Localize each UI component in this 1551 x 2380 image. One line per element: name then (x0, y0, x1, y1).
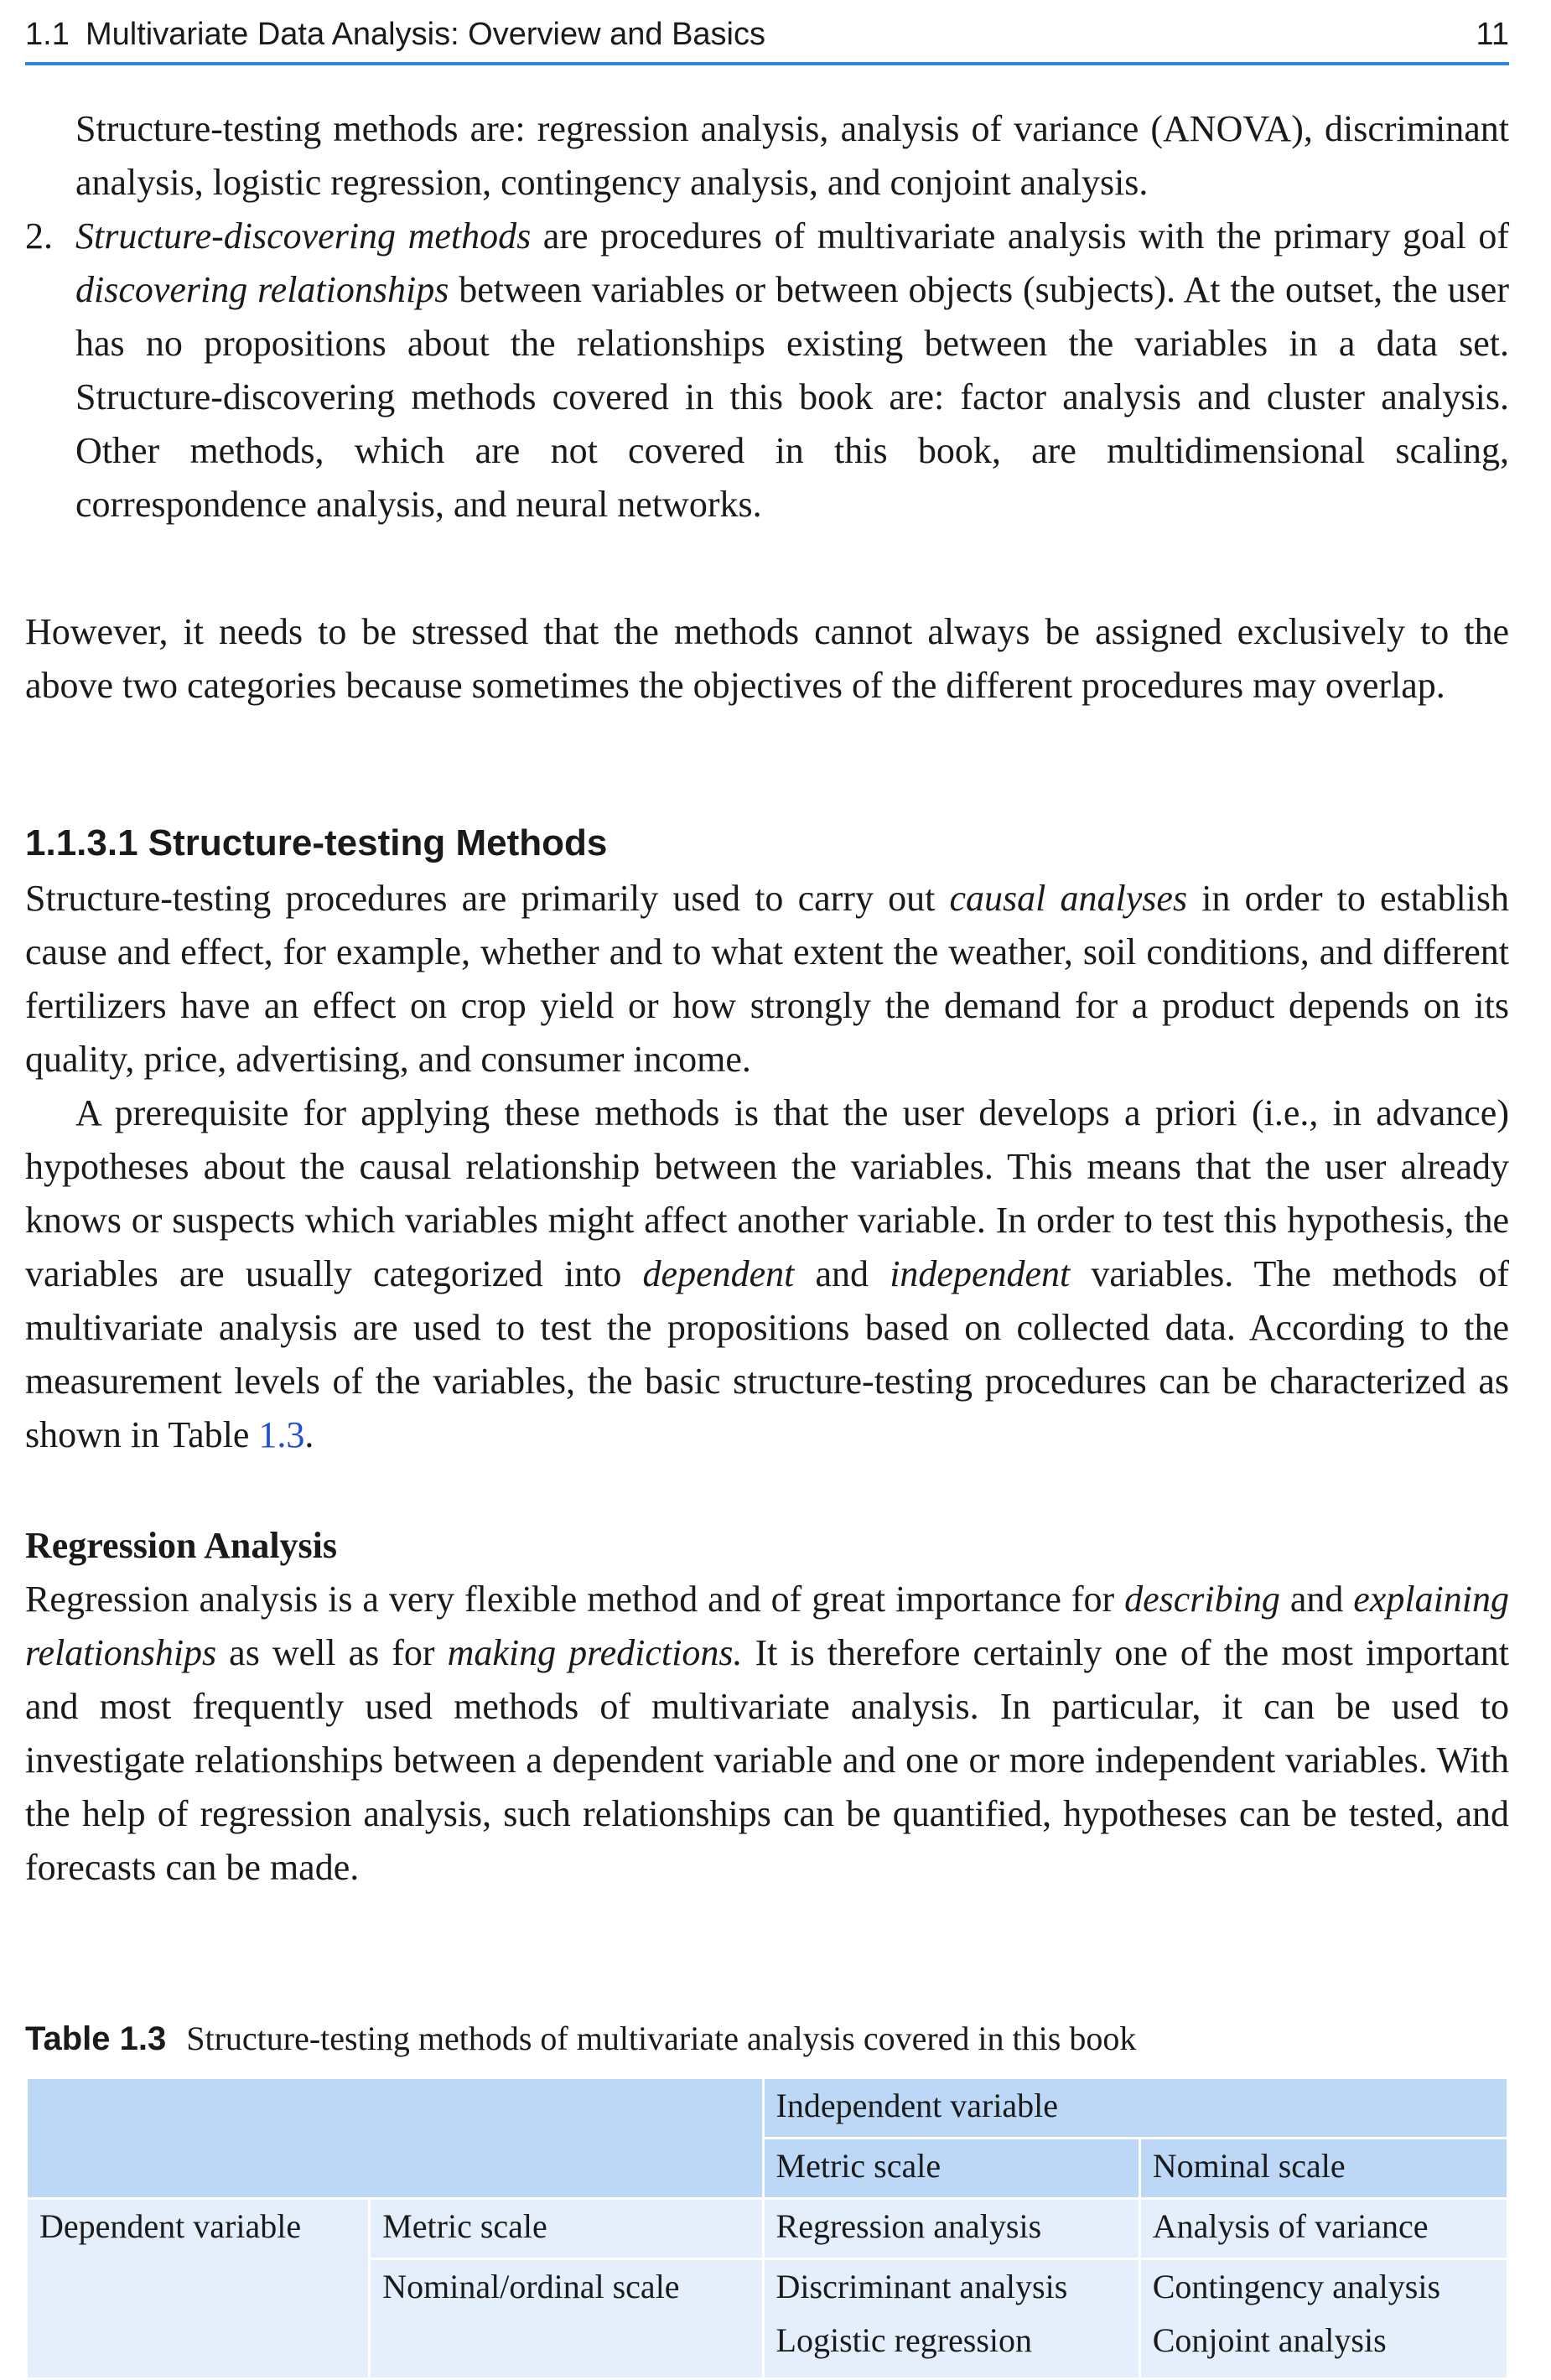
cell-metric-methods (763, 2259, 1139, 2379)
list-item-text (75, 210, 1509, 531)
emph-independent: independent (890, 1253, 1071, 1294)
list-continuation: Structure-testing methods are: regression analysis, analysis of variance (ANOVA), discriminant analysis, logistic regression, contingency analysis, and conjoint analysis. (75, 108, 1509, 203)
emph-dependent: dependent (642, 1253, 795, 1294)
dependent-variable-label: Dependent variable (27, 2199, 370, 2379)
emph-predictions: making predictions. (447, 1632, 743, 1673)
text-run: as well as for (216, 1632, 448, 1673)
col-header-nominal: Nominal scale (1139, 2139, 1507, 2199)
text-run: Structure-testing procedures are primarily used to carry out (25, 878, 950, 919)
table-label: Table 1.3 (25, 2020, 167, 2057)
regression-paragraph (25, 1573, 1509, 1895)
methods-table (25, 2077, 1509, 2380)
section-heading: 1.1.3.1 Structure-testing Methods (25, 822, 608, 863)
emph-explaining: explaining relationships (25, 1579, 1510, 1673)
text-run: are procedures of multivariate analysis with the primary goal of (531, 215, 1509, 257)
cell-logistic: Logistic regression (776, 2321, 1033, 2359)
emph-describing: describing (1124, 1579, 1280, 1620)
emph-causal-analyses: causal analyses (949, 878, 1188, 919)
section-paragraph-1 (25, 872, 1509, 1086)
table-caption (25, 2014, 1509, 2064)
cell-discriminant: Discriminant analysis (776, 2268, 1068, 2305)
header-rule (25, 62, 1509, 65)
table-reference-link[interactable]: 1.3 (258, 1414, 305, 1455)
text-run: and (794, 1253, 890, 1294)
row-label-metric: Metric scale (370, 2199, 763, 2259)
cell-conjoint: Conjoint analysis (1152, 2321, 1387, 2359)
text-run: A prerequisite for applying these methods is that the user develops a priori (i.e., in advance) hypotheses about the causal relationship between the variables. This means that the user already knows or suspects which variables might affect another variable. In order to test this hypothesis, the variables are usually categorized into (25, 1092, 1509, 1294)
independent-variable-header: Independent variable (763, 2078, 1507, 2139)
text-run: variables. The methods of multivariate analysis are used to test the propositions based on collected data. According to the measurement levels of the variables, the basic structure-testing procedures can be characterized as shown in Table (25, 1253, 1509, 1455)
table-row (27, 2199, 1508, 2259)
cell-contingency: Contingency analysis (1152, 2268, 1441, 2305)
table-corner-cell (27, 2078, 764, 2199)
text-run: Regression analysis is a very flexible method and of great importance for (25, 1579, 1125, 1620)
term-structure-discovering: Structure-discovering methods (75, 215, 532, 257)
method-list (25, 102, 1509, 531)
subheading-regression: Regression Analysis (25, 1525, 338, 1566)
table-header-row (27, 2078, 1508, 2139)
page-number: 11 (1476, 16, 1509, 52)
table-caption-text: Structure-testing methods of multivariate analysis covered in this book (186, 2020, 1137, 2057)
row-label-nominal-ordinal: Nominal/ordinal scale (370, 2259, 763, 2379)
cell-anova: Analysis of variance (1139, 2199, 1507, 2259)
text-run: and (1279, 1579, 1354, 1620)
section-paragraph-2 (25, 1086, 1509, 1462)
text-run: in order to establish cause and effect, for example, whether and to what extent the weather, soil conditions, and different fertilizers have an effect on crop yield or how strongly the demand for a product depends on its quality, price, advertising, and consumer income. (25, 878, 1510, 1080)
list-item-number: 2. (25, 215, 53, 257)
col-header-metric: Metric scale (763, 2139, 1139, 2199)
header-section-title: Multivariate Data Analysis: Overview and Basics (86, 16, 765, 52)
running-header (25, 8, 1509, 60)
list-item (25, 210, 1509, 531)
text-run: . (304, 1414, 314, 1455)
emph-discovering-relationships: discovering relationships (75, 269, 449, 310)
cell-nominal-methods (1139, 2259, 1507, 2379)
text-run: It is therefore certainly one of the most important and most frequently used methods of multivariate analysis. In particular, it can be used to investigate relationships between a dependent variable and one or more independent variables. With the help of regression analysis, such relationships can be quantified, hypotheses can be tested, and forecasts can be made. (25, 1632, 1509, 1888)
text-run: between variables or between objects (subjects). At the outset, the user has no propositions about the relationships existing between the variables in a data set. Structure-discovering methods covered in this book are: factor analysis and cluster analysis. Other methods, which are not covered in this book, are multidimensional scaling, correspondence analysis, and neural networks. (75, 269, 1509, 525)
cell-regression: Regression analysis (763, 2199, 1139, 2259)
paragraph-however: However, it needs to be stressed that the methods cannot always be assigned exclusively to the above two categories because sometimes the objectives of the different procedures may overlap. (25, 611, 1509, 706)
header-section-number: 1.1 (25, 16, 70, 52)
section-body (25, 872, 1509, 1462)
